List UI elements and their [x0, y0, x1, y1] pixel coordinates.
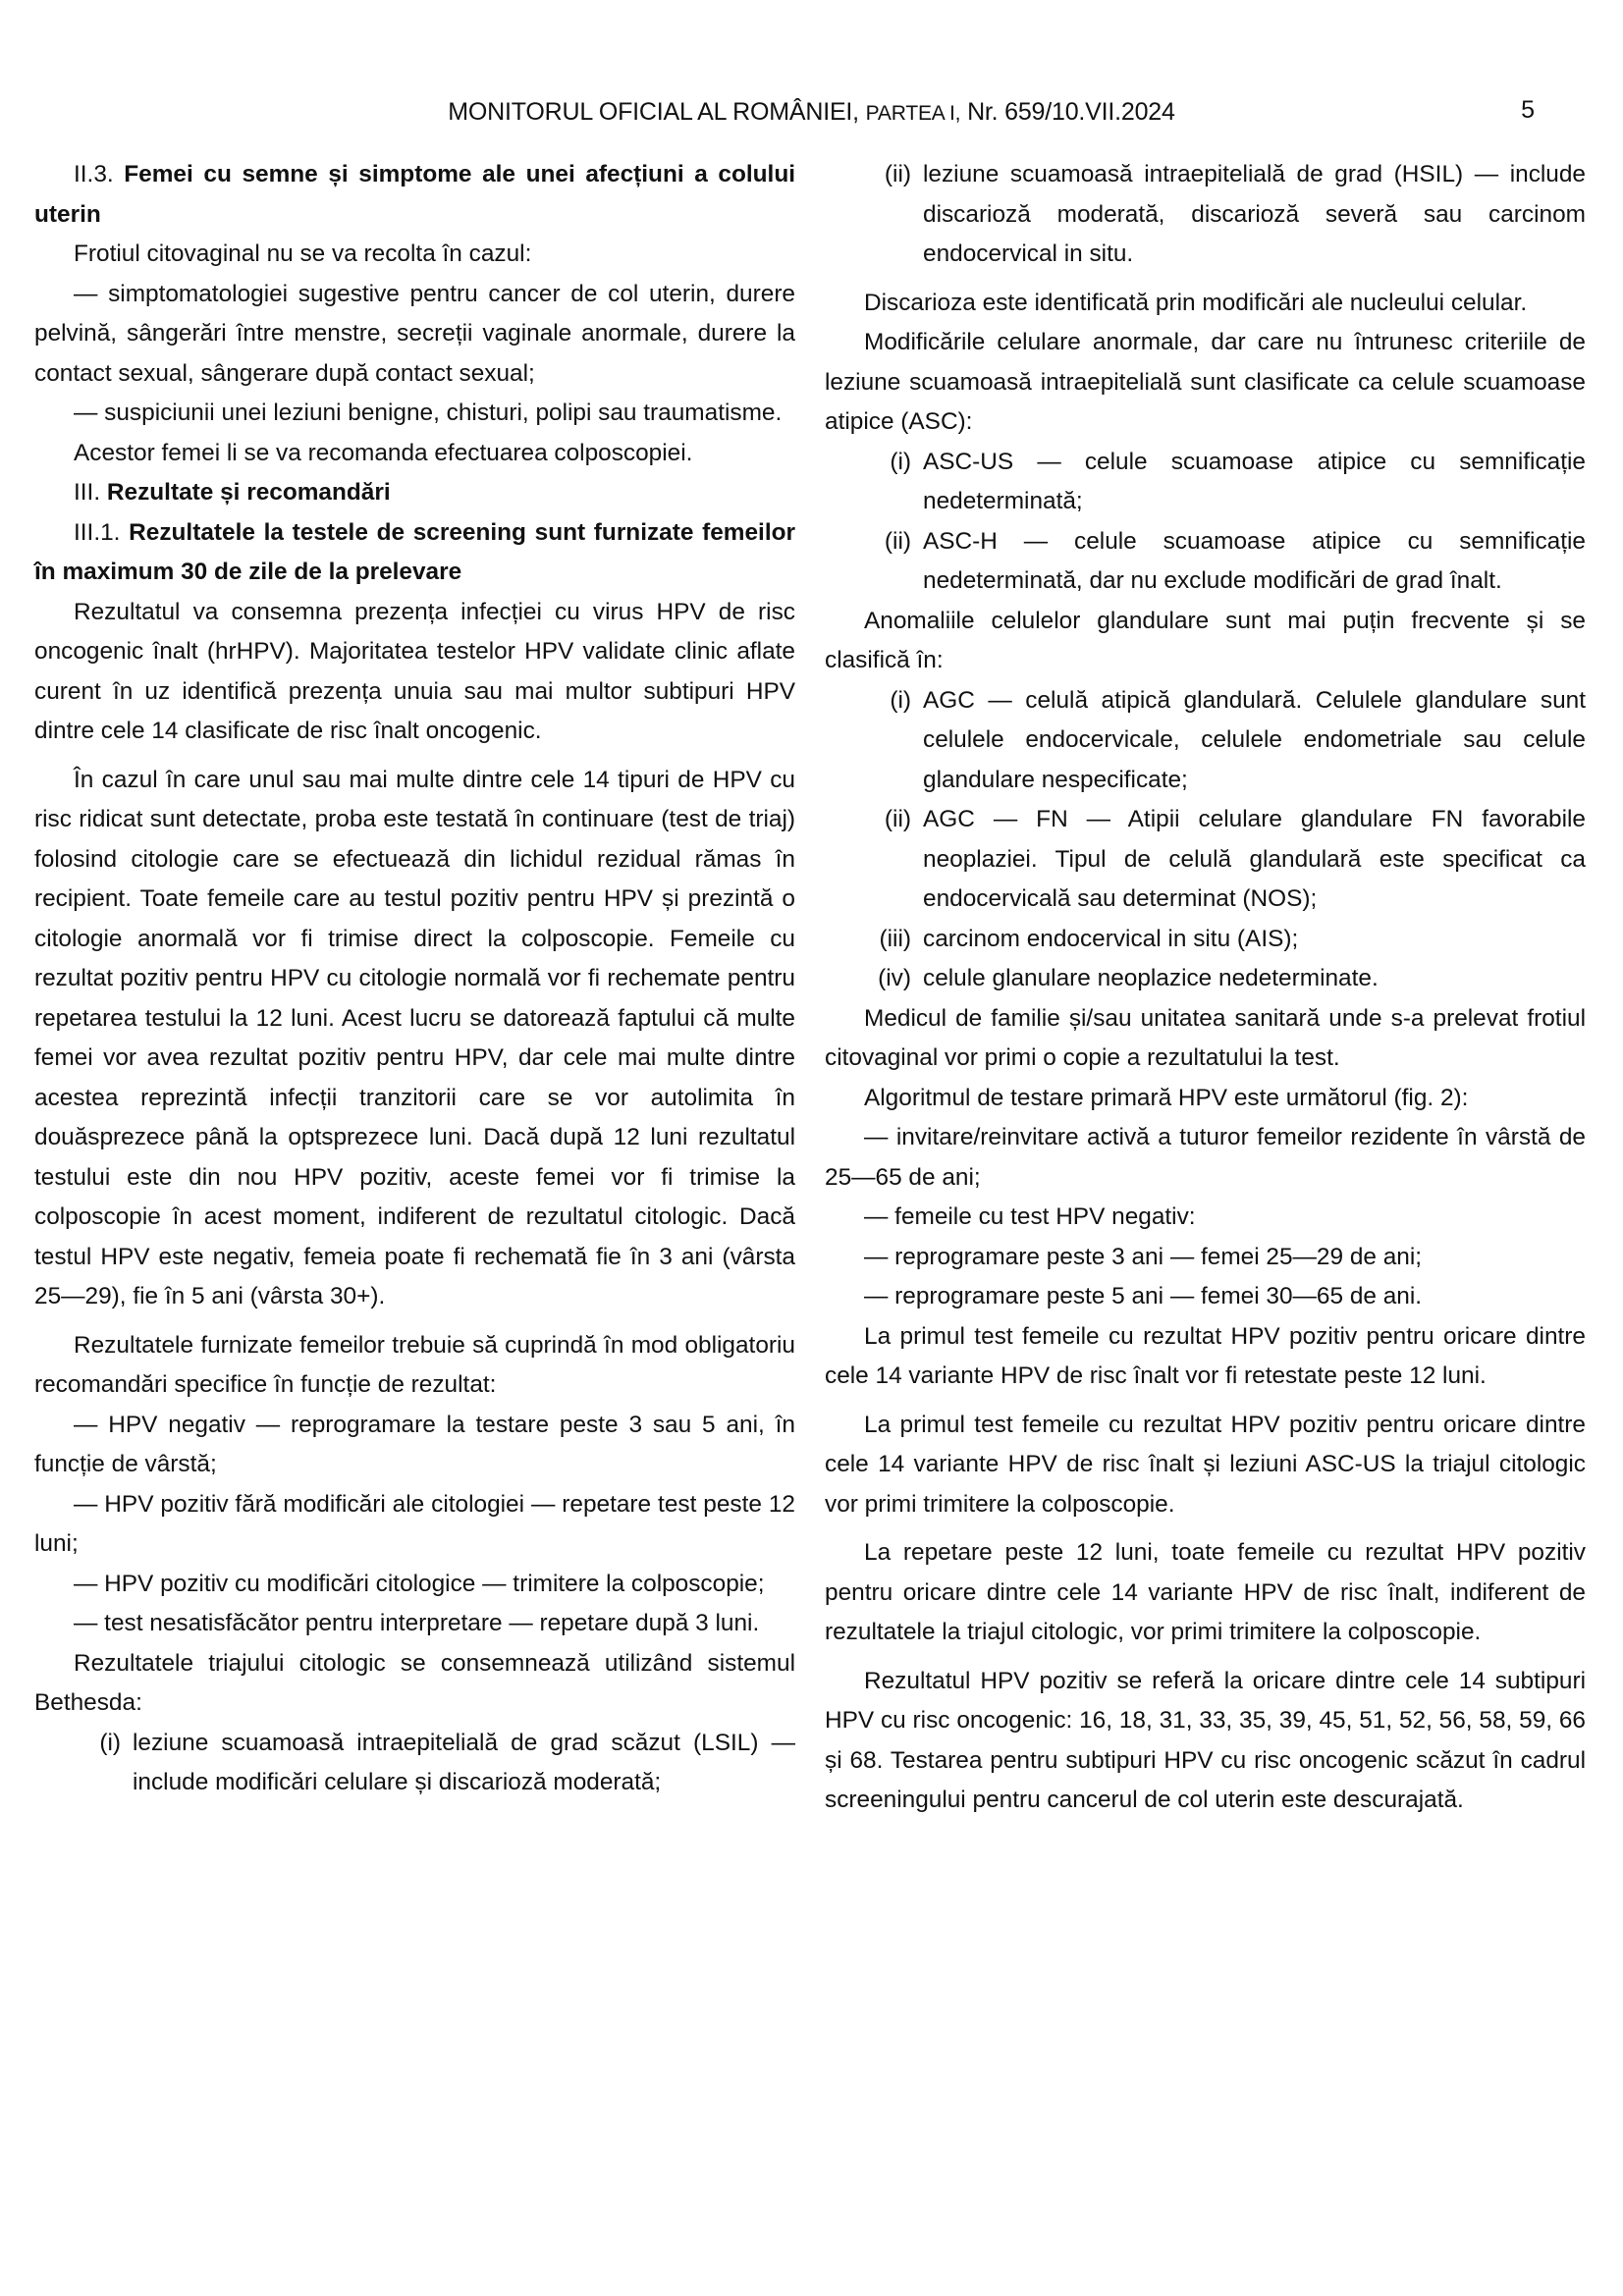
- list-item: — simptomatologiei sugestive pentru cancer de col uterin, durere pelvină, sângerări între menstre, secreții vaginale anormale, durere la contact sexual, sângerare după contact sexual;: [34, 280, 795, 387]
- list-item: [825, 443, 1586, 522]
- list-marker: (iv): [878, 965, 911, 991]
- list-item: — suspiciunii unei leziuni benigne, chisturi, polipi sau traumatisme.: [74, 400, 783, 426]
- list-item: [825, 800, 1586, 920]
- paragraph: Rezultatul va consemna prezența infecției cu virus HPV de risc oncogenic înalt (hrHPV). Majoritatea testelor HPV validate clinic aflate curent în uz identifică prezența unuia sau mai multor subtipuri HPV dintre cele 14 clasificate de risc înalt oncogenic.: [34, 598, 795, 744]
- list-item: [825, 920, 1586, 960]
- paragraph: Rezultatele furnizate femeilor trebuie să cuprindă în mod obligatoriu recomandări specifice în funcție de rezultat:: [34, 1331, 795, 1398]
- section-number: III.: [74, 479, 101, 506]
- list-text: celule glanulare neoplazice nedeterminate.: [923, 965, 1379, 991]
- list-item: — femeile cu test HPV negativ:: [864, 1203, 1196, 1230]
- list-marker: (i): [99, 1729, 121, 1756]
- list-text: leziune scuamoasă intraepitelială de grad (HSIL) — include discarioză moderată, discarioză severă sau carcinom endocervical in situ.: [923, 161, 1586, 267]
- section-number: II.3.: [74, 161, 114, 187]
- section-heading-iii-1: [34, 513, 795, 593]
- paragraph: Medicul de familie și/sau unitatea sanitară unde s-a prelevat frotiul citovaginal vor primi o copie a rezultatului la test.: [825, 1004, 1586, 1071]
- section-title: Rezultatele la testele de screening sunt furnizate femeilor în maximum 30 de zile de la prelevare: [34, 518, 795, 585]
- list-item: — invitare/reinvitare activă a tuturor femeilor rezidente în vârstă de 25—65 de ani;: [825, 1124, 1586, 1191]
- list-item: — test nesatisfăcător pentru interpretare — repetare după 3 luni.: [74, 1610, 760, 1636]
- paragraph: La repetare peste 12 luni, toate femeile cu rezultat HPV pozitiv pentru oricare dintre cele 14 variante HPV de risc înalt, indiferent de rezultatele la triajul citologic, vor primi trimitere la colposcopie.: [825, 1539, 1586, 1645]
- list-text: ASC-US — celule scuamoase atipice cu semnificație nedeterminată;: [923, 448, 1586, 514]
- list-item: — HPV negativ — reprogramare la testare peste 3 sau 5 ani, în funcție de vârstă;: [34, 1411, 795, 1477]
- list-text: AGC — celulă atipică glandulară. Celulele glandulare sunt celulele endocervicale, celulele endometriale sau celule glandulare nespecificate;: [923, 686, 1586, 793]
- publication-part: PARTEA I,: [865, 102, 961, 125]
- list-item: [34, 1724, 795, 1803]
- list-item: — HPV pozitiv fără modificări ale citologiei — repetare test peste 12 luni;: [34, 1490, 795, 1557]
- paragraph: La primul test femeile cu rezultat HPV pozitiv pentru oricare dintre cele 14 variante HPV de risc înalt și leziuni ASC-US la triajul citologic vor primi trimitere la colposcopie.: [825, 1411, 1586, 1518]
- publication-name: MONITORUL OFICIAL AL ROMÂNIEI,: [448, 98, 859, 126]
- list-item: — reprogramare peste 5 ani — femei 30—65 de ani.: [864, 1283, 1423, 1309]
- publication-title: [0, 98, 1623, 127]
- paragraph: Rezultatul HPV pozitiv se referă la oricare dintre cele 14 subtipuri HPV cu risc oncogenic: 16, 18, 31, 33, 35, 39, 45, 51, 52, 56, 58, 59, 66 și 68. Testarea pentru subtipuri HPV cu risc oncogenic scăzut în cadrul screeningului pentru cancerul de col uterin este descurajată.: [825, 1667, 1586, 1813]
- list-item: [825, 155, 1586, 275]
- page-number: 5: [1521, 96, 1535, 124]
- paragraph: Acestor femei li se va recomanda efectuarea colposcopiei.: [74, 439, 693, 466]
- list-text: leziune scuamoasă intraepitelială de grad scăzut (LSIL) — include modificări celulare și discarioză moderată;: [133, 1729, 795, 1795]
- section-number: III.1.: [74, 518, 121, 546]
- right-column: [825, 155, 1586, 1821]
- list-item: [825, 522, 1586, 602]
- section-heading-iii: [34, 473, 795, 513]
- paragraph: Discarioza este identificată prin modificări ale nucleului celular.: [864, 289, 1528, 316]
- paragraph: Algoritmul de testare primară HPV este următorul (fig. 2):: [864, 1084, 1469, 1111]
- section-title: Rezultate și recomandări: [106, 479, 391, 506]
- list-marker: (i): [890, 686, 911, 714]
- left-column: [34, 155, 795, 1803]
- list-text: AGC — FN — Atipii celulare glandulare FN favorabile neoplaziei. Tipul de celulă glandulară este specificat ca endocervicală sau determinat (NOS);: [923, 806, 1586, 912]
- list-item: — HPV pozitiv cu modificări citologice — trimitere la colposcopie;: [74, 1570, 765, 1597]
- paragraph: Rezultatele triajului citologic se consemnează utilizând sistemul Bethesda:: [34, 1649, 795, 1716]
- publication-issue: Nr. 659/10.VII.2024: [967, 98, 1175, 126]
- list-text: carcinom endocervical in situ (AIS);: [923, 925, 1299, 952]
- list-marker: (iii): [879, 925, 911, 952]
- list-item: [825, 959, 1586, 999]
- paragraph: Modificările celulare anormale, dar care nu întrunesc criteriile de leziune scuamoasă intraepitelială sunt clasificate ca celule scuamoase atipice (ASC):: [825, 329, 1586, 435]
- list-item: [825, 681, 1586, 801]
- list-marker: (ii): [884, 161, 911, 187]
- list-marker: (ii): [884, 806, 911, 832]
- section-heading-ii-3: [34, 155, 795, 235]
- paragraph: La primul test femeile cu rezultat HPV pozitiv pentru oricare dintre cele 14 variante HPV de risc înalt vor fi retestate peste 12 luni.: [825, 1322, 1586, 1389]
- list-marker: (ii): [884, 527, 911, 555]
- list-item: — reprogramare peste 3 ani — femei 25—29 de ani;: [864, 1243, 1423, 1270]
- paragraph: Anomaliile celulelor glandulare sunt mai puțin frecvente și se clasifică în:: [825, 607, 1586, 673]
- list-text: ASC-H — celule scuamoase atipice cu semnificație nedeterminată, dar nu exclude modificări de grad înalt.: [923, 527, 1586, 594]
- paragraph: În cazul în care unul sau mai multe dintre cele 14 tipuri de HPV cu risc ridicat sunt detectate, proba este testată în continuare (test de triaj) folosind citologie care se efectuează din lichidul rezidual rămas în recipient. Toate femeile care au testul pozitiv pentru HPV și prezintă o citologie anormală vor fi trimise direct la colposcopie. Femeile cu rezultat pozitiv pentru HPV cu citologie normală vor fi rechemate pentru repetarea testului la 12 luni. Acest lucru se datorează faptului că multe femei vor avea rezultat pozitiv pentru HPV, dar cele mai multe dintre acestea reprezintă infecții tranzitorii care se vor autolimita în douăsprezece până la optsprezece luni. Dacă după 12 luni rezultatul testului este din nou HPV pozitiv, aceste femei vor fi trimise la colposcopie în acest moment, indiferent de rezultatul citologic. Dacă testul HPV este negativ, femeia poate fi rechemată fie în 3 ani (vârsta 25—29), fie în 5 ani (vârsta 30+).: [34, 766, 795, 1309]
- page-header: [0, 98, 1623, 137]
- section-title: Femei cu semne și simptome ale unei afecțiuni a colului uterin: [34, 161, 795, 228]
- list-marker: (i): [890, 448, 911, 475]
- paragraph: Frotiul citovaginal nu se va recolta în cazul:: [74, 240, 532, 267]
